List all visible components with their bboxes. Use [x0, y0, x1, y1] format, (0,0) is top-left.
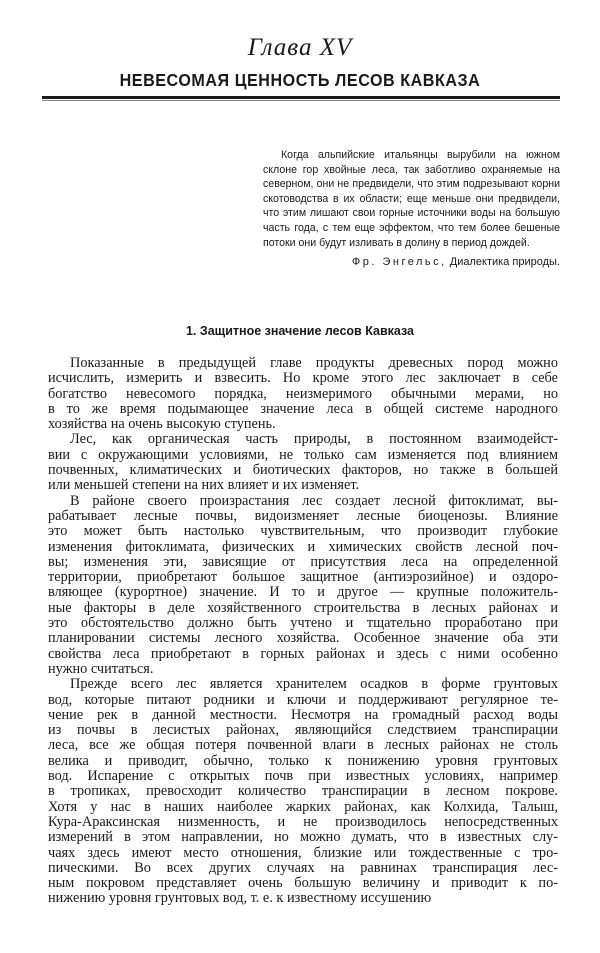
title-rule-thin	[42, 100, 560, 101]
paragraph-line: нужно считаться.	[48, 660, 154, 677]
paragraph	[48, 494, 558, 678]
paragraph-line: хозяйства на очень высокую ступень.	[48, 416, 276, 433]
epigraph	[263, 148, 560, 270]
paragraph-line: свойства леса приобретают в горных районах и здесь с ними особенно	[48, 645, 558, 662]
paragraph-line: В районе своего произрастания лес создает лесной фитоклимат, вы-	[70, 492, 558, 509]
paragraph-line: изменения фитоклимата, физических и химических свойств лесной поч-	[48, 538, 558, 555]
paragraph-line: леса, все же общая потеря почвенной влаги в лесных районах не столь	[48, 737, 558, 754]
paragraph-line: территории, приобретают большое защитное (антиэрозийное) и оздоро-	[48, 569, 558, 586]
paragraph-line: в тропиках, превосходит количество транспирации в лесном покрове.	[48, 783, 558, 800]
paragraph-line: почвенных, климатических и биотических факторов, но также в большей	[48, 462, 558, 479]
epigraph-text: Когда альпийские итальянцы вырубили на южном склоне гор хвойные леса, так заботливо охраняемые на северном, они не предвидели, что этим подрезывают корни скотоводства в их области; еще меньше они предвидели, что этим лишают свои горные источники воды на большую часть года, с тем еще эффектом, что тем более бешеные потоки они будут изливать в долину в период дождей.	[263, 149, 560, 249]
paragraph-line: планировании системы лесного хозяйства. Особенное значение оба эти	[48, 630, 558, 647]
paragraph-line: Кура-Араксинская низменность, и не производилось непосредственных	[48, 813, 558, 830]
paragraph	[48, 356, 558, 432]
paragraph	[48, 432, 558, 493]
paragraph-line: пическими. Во всех других случаях на равнинах транспирация лес-	[48, 859, 558, 876]
paragraph-line: из почвы в лесистых районах, являющийся следствием транспирации	[48, 722, 558, 739]
paragraph-line: ным покровом представляет очень большую величину и приводит к по-	[48, 875, 558, 892]
paragraph-line: исчислить, измерить и взвесить. Но кроме этого лес заключает в себе	[48, 370, 558, 387]
chapter-title: НЕВЕСОМАЯ ЦЕННОСТЬ ЛЕСОВ КАВКАЗА	[119, 70, 481, 90]
paragraph-line: велика и приводит, обычно, только к понижению уровня грунтовых	[48, 752, 558, 769]
paragraph-line: нижению уровня грунтовых вод, т. е. к известному иссушению	[48, 890, 432, 907]
chapter-label: Глава XV	[247, 34, 353, 61]
paragraph-line: богатство невесомого порядка, неизмеримого обычными мерами, но	[48, 385, 558, 402]
paragraph-line: вы; изменения эти, зависящие от присутствия леса на определенной	[48, 553, 558, 570]
body-text	[48, 356, 558, 907]
paragraph-line: чаях здесь имеют место отношения, близкие или тождественные с тро-	[48, 844, 558, 861]
paragraph-line: Лес, как органическая часть природы, в постоянном взаимодейст-	[70, 431, 558, 448]
paragraph-line: это обстоятельство должно быть учтено и тщательно проработано при	[48, 615, 558, 632]
paragraph-line: вии с окружающими условиями, не только сам изменяется под влиянием	[48, 446, 558, 463]
paragraph-line: измерений в этом направлении, но можно думать, что в известных слу-	[48, 829, 558, 846]
paragraph-line: вод, которые питают родники и ключи и поддерживают регулярное те-	[48, 691, 558, 708]
paragraph-line: вод. Испарение с открытых почв при известных условиях, например	[48, 768, 558, 785]
paragraph-line: ные факторы в деле хозяйственного строительства в лесных районах и	[48, 599, 558, 616]
paragraph-line: вляющее (курортное) значение. И то и другое — крупные положитель-	[48, 584, 558, 601]
paragraph-line: Показанные в предыдущей главе продукты древесных пород можно	[70, 355, 558, 371]
paragraph-line: чение рек в данной местности. Несмотря на громадный расход воды	[48, 706, 558, 723]
paragraph-line: или меньшей степени на них влияет и их изменяет.	[48, 477, 360, 494]
epigraph-attribution	[263, 255, 560, 270]
paragraph-line: рабатывает лесные почвы, видоизменяет лесные биоценозы. Влияние	[48, 507, 558, 524]
title-rule-thick	[42, 96, 560, 99]
paragraph-line: в то же время подымающее значение леса в общей системе народного	[48, 400, 558, 417]
paragraph-line: Хотя у нас в наших наиболее жарких районах, как Колхида, Талыш,	[48, 798, 558, 815]
paragraph-line: это может быть настолько чувствительным, что производит глубокие	[48, 523, 558, 540]
epigraph-source: Диалектика природы.	[449, 256, 560, 269]
paragraph	[48, 677, 558, 906]
section-title: 1. Защитное значение лесов Кавказа	[185, 324, 414, 338]
epigraph-author: Фр. Энгельс,	[351, 256, 447, 269]
paragraph-line: Прежде всего лес является хранителем осадков в форме грунтовых	[70, 676, 558, 693]
